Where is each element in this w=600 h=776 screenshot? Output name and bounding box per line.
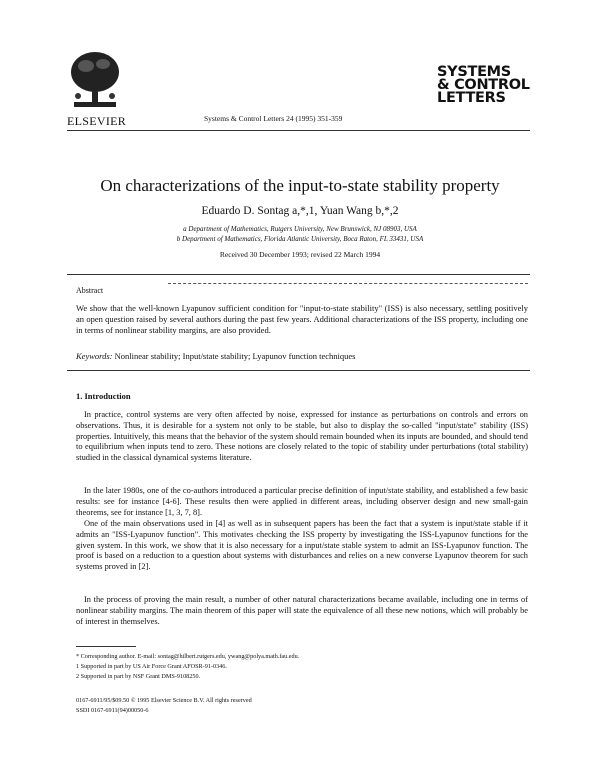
copyright-line: 0167-6911/95/$09.50 © 1995 Elsevier Science B.V. All rights reserved — [76, 697, 252, 704]
keywords-label: Keywords: — [76, 351, 113, 361]
paper-authors: Eduardo D. Sontag a,*,1, Yuan Wang b,*,2 — [201, 205, 399, 217]
intro-paragraph-3: One of the main observations used in [4] as well as in subsequent papers has been the fact that a system is input/state stable if it admits an "ISS-Lyapunov function". This motivates checking the ISS property by investigating the ISS-Lyapunov functions for the given system. In this work, we show that it is also necessary for a input/state stable system to admit an ISS-Lyapunov function. The proof is based on a reduction to a question about systems with disturbances and relies on a new converse Lyapunov theorem for such systems proved in [2]. — [76, 519, 528, 572]
received-dates: Received 30 December 1993; revised 22 March 1994 — [219, 250, 381, 259]
journal-logo-line-2: & CONTROL — [437, 77, 530, 93]
section-heading: 1. Introduction — [76, 391, 131, 401]
affiliation-a: a Department of Mathematics, Rutgers University, New Brunswick, NJ 08903, USA — [183, 225, 417, 233]
affiliation-b: b Department of Mathematics, Florida Atlantic University, Boca Raton, FL 33431, USA — [176, 235, 424, 243]
journal-reference: Systems & Control Letters 24 (1995) 351-359 — [204, 114, 343, 123]
publisher-name: ELSEVIER — [67, 114, 127, 128]
journal-logo — [437, 66, 537, 105]
intro-paragraph-1: In practice, control systems are very often affected by noise, expressed for instance as perturbations on controls and errors on observations. Thus, it is desirable for a system not only to be stable, but also to display the so-called "input/state" stability (ISS) properties. Intuitively, this means that the behavior of the system should remain bounded when its inputs are bounded, and should tend to equilibrium when inputs tend to zero. These notions are closely related to the topic of stability under perturbations (total stability) studied in the classical dynamical systems literature. — [76, 410, 528, 463]
keywords-value: Nonlinear stability; Input/state stability; Lyapunov function techniques — [114, 351, 356, 361]
abstract-bottom-rule — [67, 370, 530, 371]
ssdi-line: SSDI 0167-6911(94)00050-6 — [76, 707, 149, 714]
header-rule — [67, 130, 530, 131]
abstract-text: We show that the well-known Lyapunov sufficient condition for "input-to-state stability" (ISS) is also necessary, settling positively an open question raised by several authors during the past few years. Additional characterizations of the ISS property, including one in terms of nonlinear stability margins, are also provided. — [76, 303, 528, 336]
footnotes — [76, 652, 496, 682]
footnote-rule — [76, 646, 136, 647]
journal-logo-line-3: LETTERS — [437, 90, 506, 106]
abstract-top-rule — [67, 274, 530, 275]
intro-paragraph-4: In the process of proving the main result, a number of other natural characterizations became available, including one in terms of nonlinear stability margins. The main theorem of this paper will state the equivalence of all these new notions, which will probably be of interest in themselves. — [76, 595, 528, 626]
footnote-2: 2 Supported in part by NSF Grant DMS-9108250. — [76, 673, 201, 680]
copyright-block — [76, 696, 476, 716]
elsevier-tree-logo — [68, 48, 122, 112]
intro-paragraph-2: In the later 1980s, one of the co-authors introduced a particular precise definition of input/state stability, and established a few basic results: see for instance [4-6]. These results then were applied in different areas, including observer design and new small-gain theorems, see for instance [1, 3, 7, 8]. — [76, 486, 528, 517]
abstract-dashed-rule — [168, 283, 528, 284]
footnote-1: 1 Supported in part by US Air Force Grant AFOSR-91-0346. — [76, 663, 227, 670]
journal-logo-line-1: SYSTEMS — [437, 64, 511, 80]
footnote-corresponding: * Corresponding author. E-mail: sontag@hilbert.rutgers.edu, ywang@polya.math.fau.edu. — [76, 653, 300, 660]
keywords — [76, 351, 528, 361]
paper-title: On characterizations of the input-to-state stability property — [100, 176, 500, 195]
abstract-heading: Abstract — [76, 286, 104, 295]
